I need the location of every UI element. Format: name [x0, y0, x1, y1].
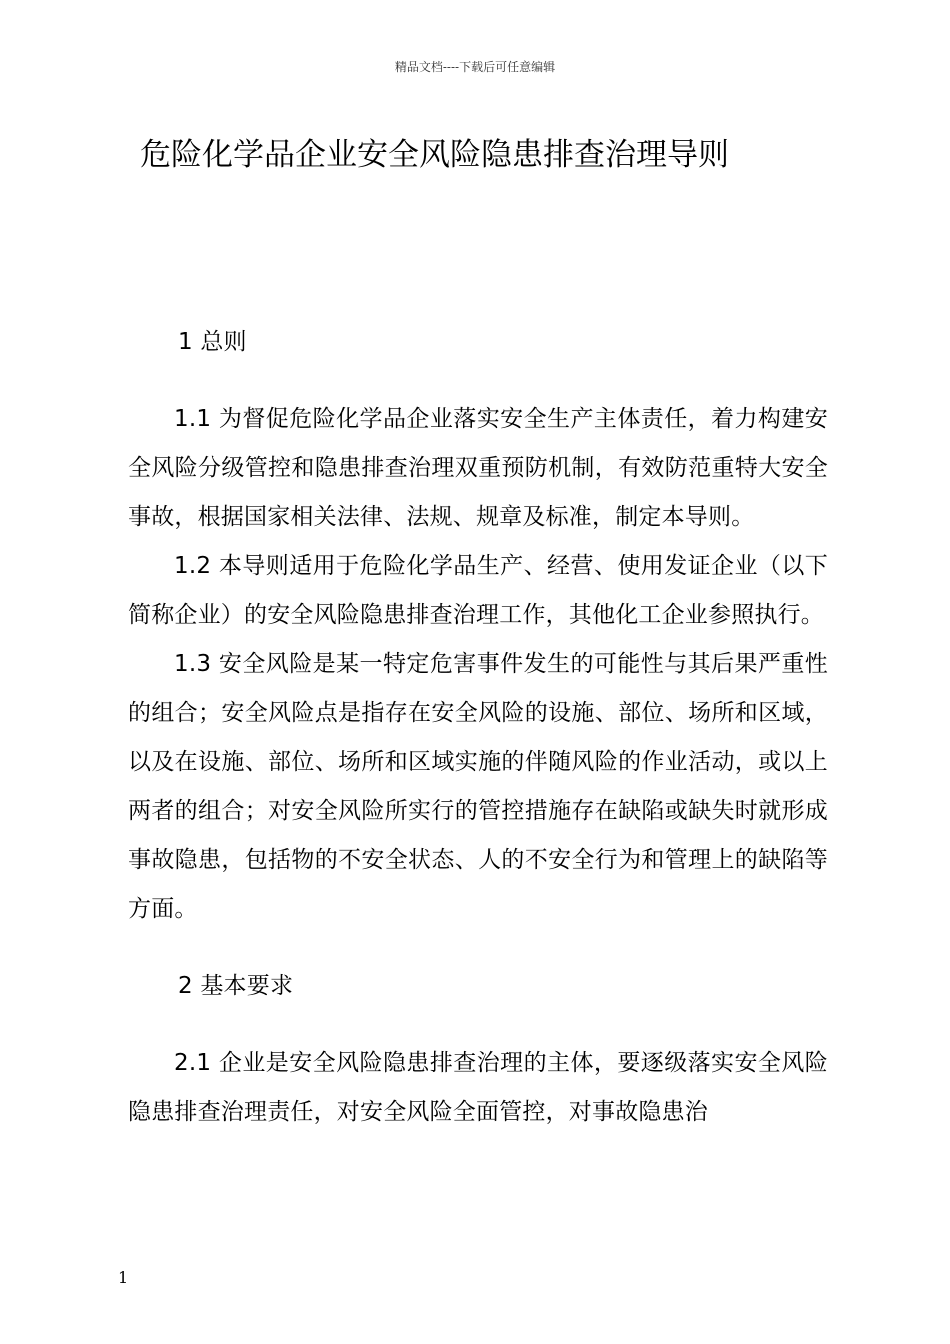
paragraph-1-1: 1.1 为督促危险化学品企业落实安全生产主体责任，着力构建安全风险分级管控和隐患排查治理双重预防机制，有效防范重特大安全事故，根据国家相关法律、法规、规章及标准，制定本导则。: [128, 406, 828, 530]
paragraph-1-2: 1.2 本导则适用于危险化学品生产、经营、使用发证企业（以下简称企业）的安全风险隐患排查治理工作，其他化工企业参照执行。: [128, 553, 828, 628]
paragraph-2-1: 2.1 企业是安全风险隐患排查治理的主体，要逐级落实安全风险隐患排查治理责任，对安全风险全面管控，对事故隐患治: [128, 1050, 828, 1125]
paragraph-1-3: 1.3 安全风险是某一特定危害事件发生的可能性与其后果严重性的组合；安全风险点是指存在安全风险的设施、部位、场所和区域，以及在设施、部位、场所和区域实施的伴随风险的作业活动，或以上两者的组合；对安全风险所实行的管控措施存在缺陷或缺失时就形成事故隐患，包括物的不安全状态、人的不安全行为和管理上的缺陷等方面。: [128, 651, 828, 922]
section-heading-basic-requirements: 2 基本要求: [178, 973, 294, 999]
section-heading-general: 1 总则: [178, 329, 247, 355]
page-number: 1: [118, 1268, 129, 1287]
page-header: 精品文档----下载后可任意编辑: [394, 60, 556, 74]
document-body: [128, 318, 828, 1137]
document-title: 危险化学品企业安全风险隐患排查治理导则: [140, 137, 729, 173]
